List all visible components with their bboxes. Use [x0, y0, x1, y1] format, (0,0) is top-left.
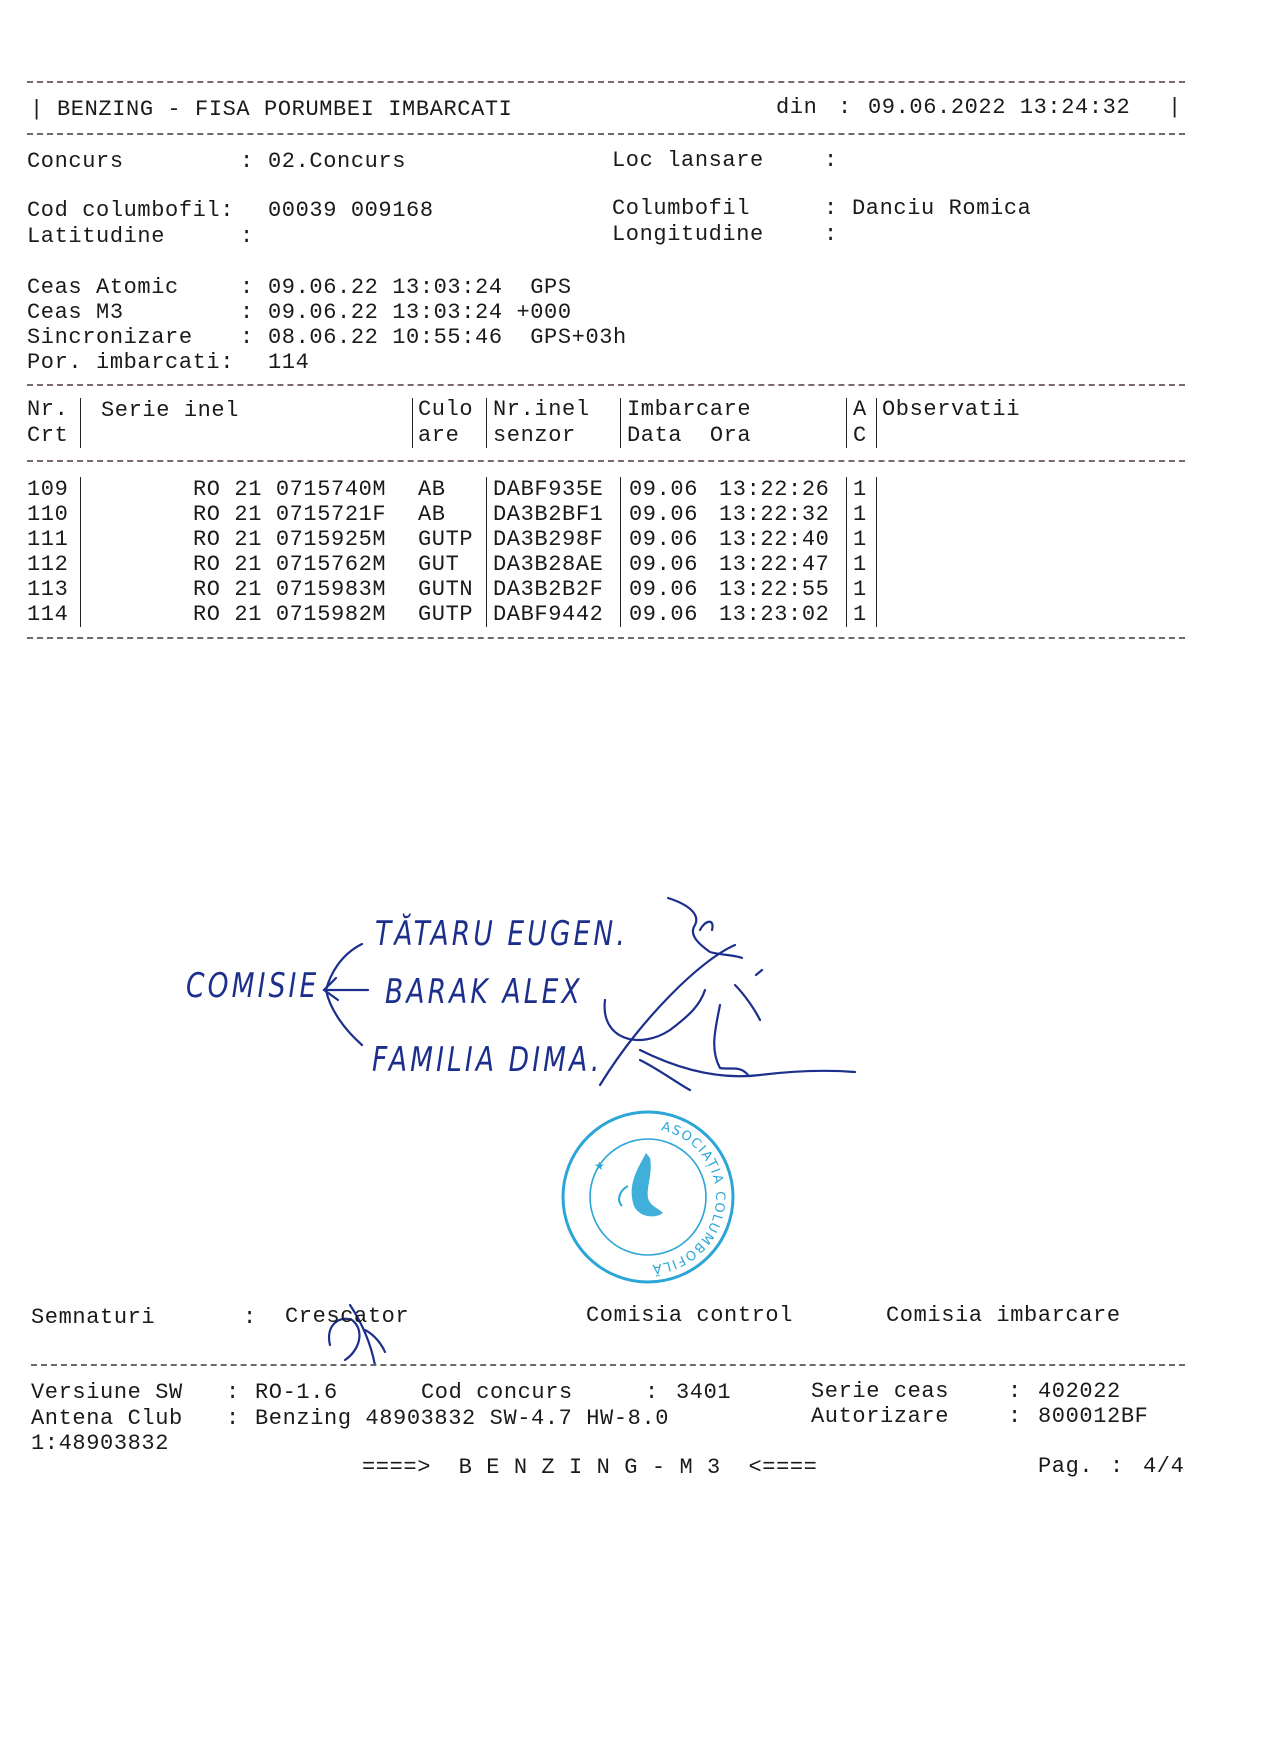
- cod-columbofil-value: 00039 009168: [268, 198, 434, 223]
- cell-ac: 1: [853, 502, 867, 527]
- header-data-ora: Data Ora: [627, 423, 752, 448]
- cod-concurs-colon: :: [645, 1380, 659, 1405]
- page-colon: :: [1110, 1454, 1124, 1479]
- page-label: Pag.: [1038, 1454, 1094, 1479]
- cell-culoare: AB: [418, 502, 446, 527]
- cell-data: 09.06: [629, 477, 699, 502]
- serie-ceas-value: 402022: [1038, 1379, 1121, 1404]
- cell-ora: 13:23:02: [719, 602, 830, 627]
- latitudine-label: Latitudine: [27, 224, 166, 249]
- header-serie-inel: Serie inel: [101, 398, 240, 423]
- cell-serie-inel: RO 21 0715925M: [193, 527, 387, 552]
- cell-ora: 13:22:40: [719, 527, 830, 552]
- cell-senzor: DA3B298F: [493, 527, 604, 552]
- handwritten-member-2: BARAK ALEX: [385, 972, 583, 1012]
- cell-ac: 1: [853, 602, 867, 627]
- cod-concurs-value: 3401: [676, 1380, 732, 1405]
- header-observatii: Observatii: [882, 397, 1021, 422]
- ceas-atomic-value: 09.06.22 13:03:24 GPS: [268, 275, 572, 300]
- club-line: 1:48903832: [31, 1431, 170, 1456]
- longitudine-label: Longitudine: [612, 222, 764, 247]
- header-ac-c: C: [853, 423, 867, 448]
- antena-label: Antena Club: [31, 1406, 183, 1431]
- cell-data: 09.06: [629, 552, 699, 577]
- cell-culoare: GUT: [418, 552, 460, 577]
- header-senzor-2: senzor: [493, 423, 576, 448]
- cell-culoare: GUTP: [418, 527, 474, 552]
- signature-crescator: Crescator: [285, 1304, 410, 1329]
- sincronizare-label: Sincronizare: [27, 325, 193, 350]
- cell-culoare: GUTP: [418, 602, 474, 627]
- cell-senzor: DA3B2B2F: [493, 577, 604, 602]
- cell-culoare: AB: [418, 477, 446, 502]
- columbofil-colon: :: [824, 196, 838, 221]
- cell-senzor: DA3B28AE: [493, 552, 604, 577]
- columbofil-label: Columbofil: [612, 196, 751, 221]
- sincronizare-colon: :: [240, 325, 254, 350]
- cell-ora: 13:22:26: [719, 477, 830, 502]
- benzing-banner: ====> B E N Z I N G - M 3 <====: [362, 1455, 818, 1480]
- versiune-value: RO-1.6: [255, 1380, 338, 1405]
- cell-data: 09.06: [629, 527, 699, 552]
- handwritten-member-3: FAMILIA DIMA.: [372, 1040, 603, 1080]
- concurs-colon: :: [240, 149, 254, 174]
- latitudine-colon: :: [240, 224, 254, 249]
- cell-nr: 109: [27, 477, 69, 502]
- autorizare-colon: :: [1008, 1404, 1022, 1429]
- association-stamp: [558, 1108, 738, 1286]
- por-imbarcati-label: Por. imbarcati:: [27, 350, 235, 375]
- serie-ceas-colon: :: [1008, 1379, 1022, 1404]
- date-label: din: [776, 95, 818, 120]
- cell-senzor: DABF9442: [493, 602, 604, 627]
- cell-serie-inel: RO 21 0715721F: [193, 502, 387, 527]
- header-crt: Crt: [27, 423, 69, 448]
- cell-ac: 1: [853, 527, 867, 552]
- cell-nr: 113: [27, 577, 69, 602]
- cell-senzor: DABF935E: [493, 477, 604, 502]
- handwritten-comisie: COMISIE: [186, 966, 320, 1006]
- versiune-label: Versiune SW: [31, 1380, 183, 1405]
- header-right-bar: |: [1168, 95, 1182, 120]
- cod-columbofil-label: Cod columbofil:: [27, 198, 235, 223]
- cell-serie-inel: RO 21 0715762M: [193, 552, 387, 577]
- header-nr: Nr.: [27, 397, 69, 422]
- header-culoare-1: Culo: [418, 397, 474, 422]
- svg-text:★: ★: [594, 1159, 605, 1173]
- cell-ora: 13:22:55: [719, 577, 830, 602]
- ceas-m3-value: 09.06.22 13:03:24 +000: [268, 300, 572, 325]
- ceas-atomic-colon: :: [240, 275, 254, 300]
- cell-nr: 111: [27, 527, 69, 552]
- cell-culoare: GUTN: [418, 577, 474, 602]
- ceas-m3-label: Ceas M3: [27, 300, 124, 325]
- cell-serie-inel: RO 21 0715983M: [193, 577, 387, 602]
- cell-data: 09.06: [629, 502, 699, 527]
- versiune-colon: :: [226, 1380, 240, 1405]
- loc-lansare-colon: :: [824, 148, 838, 173]
- autorizare-value: 800012BF: [1038, 1404, 1149, 1429]
- date-value: 09.06.2022 13:24:32: [868, 95, 1131, 120]
- page-value: 4/4: [1143, 1454, 1185, 1479]
- cell-ac: 1: [853, 577, 867, 602]
- antena-value: Benzing 48903832 SW-4.7 HW-8.0: [255, 1406, 670, 1431]
- signatures-label: Semnaturi: [31, 1305, 156, 1330]
- signature-comisia-imbarcare: Comisia imbarcare: [886, 1303, 1121, 1328]
- handwritten-member-1: TĂTARU EUGEN.: [375, 914, 628, 954]
- ceas-atomic-label: Ceas Atomic: [27, 275, 179, 300]
- header-senzor-1: Nr.inel: [493, 397, 590, 422]
- cell-nr: 110: [27, 502, 69, 527]
- loc-lansare-label: Loc lansare: [612, 148, 764, 173]
- autorizare-label: Autorizare: [811, 1404, 950, 1429]
- cell-ac: 1: [853, 552, 867, 577]
- signatures-colon: :: [243, 1305, 257, 1330]
- cell-senzor: DA3B2BF1: [493, 502, 604, 527]
- cell-ora: 13:22:47: [719, 552, 830, 577]
- cell-ora: 13:22:32: [719, 502, 830, 527]
- cell-serie-inel: RO 21 0715982M: [193, 602, 387, 627]
- columbofil-value: Danciu Romica: [852, 196, 1032, 221]
- cell-data: 09.06: [629, 602, 699, 627]
- concurs-label: Concurs: [27, 149, 124, 174]
- longitudine-colon: :: [824, 222, 838, 247]
- cell-data: 09.06: [629, 577, 699, 602]
- divider-footer: [31, 1364, 1185, 1366]
- cell-ac: 1: [853, 477, 867, 502]
- cell-serie-inel: RO 21 0715740M: [193, 477, 387, 502]
- header-culoare-2: are: [418, 423, 460, 448]
- sincronizare-value: 08.06.22 10:55:46 GPS+03h: [268, 325, 627, 350]
- antena-colon: :: [226, 1406, 240, 1431]
- concurs-value: 02.Concurs: [268, 149, 407, 174]
- stamp-text: ASOCIAȚIA COLUMBOFILĂ: [650, 1119, 728, 1277]
- cell-nr: 114: [27, 602, 69, 627]
- document-title: BENZING - FISA PORUMBEI IMBARCATI: [57, 97, 513, 122]
- serie-ceas-label: Serie ceas: [811, 1379, 950, 1404]
- ceas-m3-colon: :: [240, 300, 254, 325]
- header-left-bar: |: [30, 97, 44, 122]
- date-colon: :: [838, 95, 852, 120]
- por-imbarcati-value: 114: [268, 350, 310, 375]
- cod-concurs-label: Cod concurs: [421, 1380, 573, 1405]
- header-imbarcare: Imbarcare: [627, 397, 752, 422]
- cell-nr: 112: [27, 552, 69, 577]
- header-ac-a: A: [853, 397, 867, 422]
- signature-comisia-control: Comisia control: [586, 1303, 794, 1328]
